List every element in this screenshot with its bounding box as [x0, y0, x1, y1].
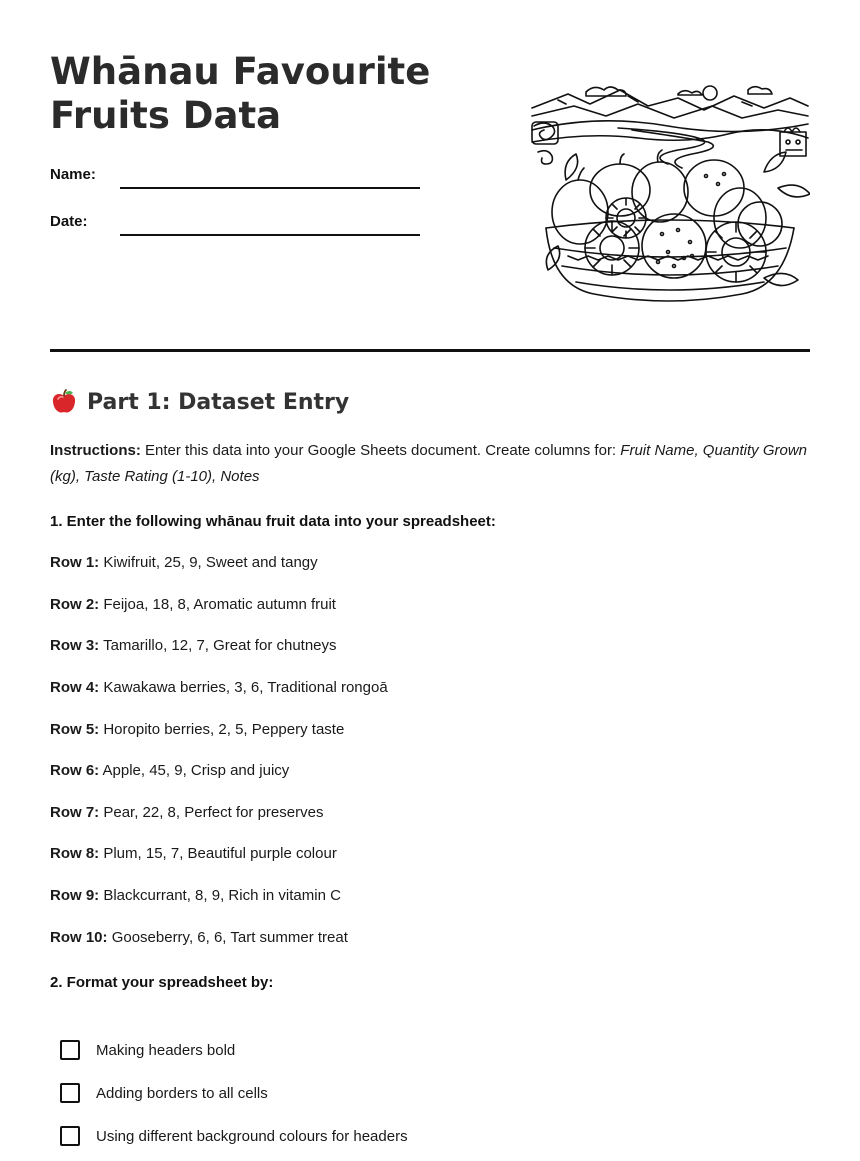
row-label: Row 4: — [50, 679, 100, 696]
data-row — [50, 887, 341, 904]
row-label: Row 10: — [50, 929, 108, 946]
date-label: Date: — [50, 213, 88, 230]
worksheet-title: Whānau Favourite Fruits Data — [50, 50, 431, 137]
data-row — [50, 554, 318, 571]
row-values: Gooseberry, 6, 6, Tart summer treat — [111, 929, 348, 946]
data-row — [50, 679, 388, 696]
row-values: Blackcurrant, 8, 9, Rich in vitamin C — [103, 887, 341, 904]
instructions-label: Instructions: — [50, 442, 141, 459]
part1-title: Part 1: Dataset Entry — [87, 389, 350, 415]
row-label: Row 6: — [50, 762, 100, 779]
data-row — [50, 929, 348, 946]
instructions-columns: Fruit Name, Quantity Grown (kg), Taste Rating (1-10), Notes — [50, 442, 808, 485]
row-label: Row 7: — [50, 804, 100, 821]
part1-heading — [50, 388, 349, 416]
step1-heading: 1. Enter the following whānau fruit data into your spreadsheet: — [50, 513, 496, 530]
checkbox-borders[interactable] — [60, 1083, 80, 1103]
checklist-label: Making headers bold — [96, 1041, 236, 1059]
row-values: Tamarillo, 12, 7, Great for chutneys — [103, 637, 337, 654]
fruit-basket-landscape-illustration-icon — [528, 80, 810, 305]
checklist-label: Using different background colours for headers — [96, 1127, 408, 1145]
row-label: Row 8: — [50, 845, 100, 862]
row-values: Kawakawa berries, 3, 6, Traditional rongoā — [103, 679, 388, 696]
row-values: Kiwifruit, 25, 9, Sweet and tangy — [103, 554, 318, 571]
row-values: Feijoa, 18, 8, Aromatic autumn fruit — [103, 596, 336, 613]
checklist-item — [60, 1083, 268, 1103]
row-label: Row 5: — [50, 721, 100, 738]
row-values: Pear, 22, 8, Perfect for preserves — [103, 804, 324, 821]
checkbox-bold-headers[interactable] — [60, 1040, 80, 1060]
checklist-item — [60, 1040, 235, 1060]
data-row — [50, 804, 323, 821]
instructions-paragraph — [50, 438, 810, 490]
row-label: Row 1: — [50, 554, 100, 571]
row-label: Row 9: — [50, 887, 100, 904]
name-label: Name: — [50, 166, 96, 183]
data-row — [50, 845, 337, 862]
date-line[interactable] — [120, 234, 420, 236]
row-values: Apple, 45, 9, Crisp and juicy — [102, 762, 290, 779]
instructions-text: Enter this data into your Google Sheets document. Create columns for: — [145, 442, 617, 459]
data-row — [50, 637, 337, 654]
checkbox-header-colours[interactable] — [60, 1126, 80, 1146]
checklist-item — [60, 1126, 408, 1146]
data-row — [50, 721, 344, 738]
apple-icon — [50, 388, 78, 416]
row-values: Horopito berries, 2, 5, Peppery taste — [103, 721, 345, 738]
data-row — [50, 596, 336, 613]
checklist-label: Adding borders to all cells — [96, 1084, 268, 1102]
row-label: Row 2: — [50, 596, 100, 613]
step2-heading: 2. Format your spreadsheet by: — [50, 974, 274, 991]
data-row — [50, 762, 289, 779]
section-divider — [50, 349, 810, 352]
row-label: Row 3: — [50, 637, 100, 654]
name-line[interactable] — [120, 187, 420, 189]
row-values: Plum, 15, 7, Beautiful purple colour — [103, 845, 337, 862]
